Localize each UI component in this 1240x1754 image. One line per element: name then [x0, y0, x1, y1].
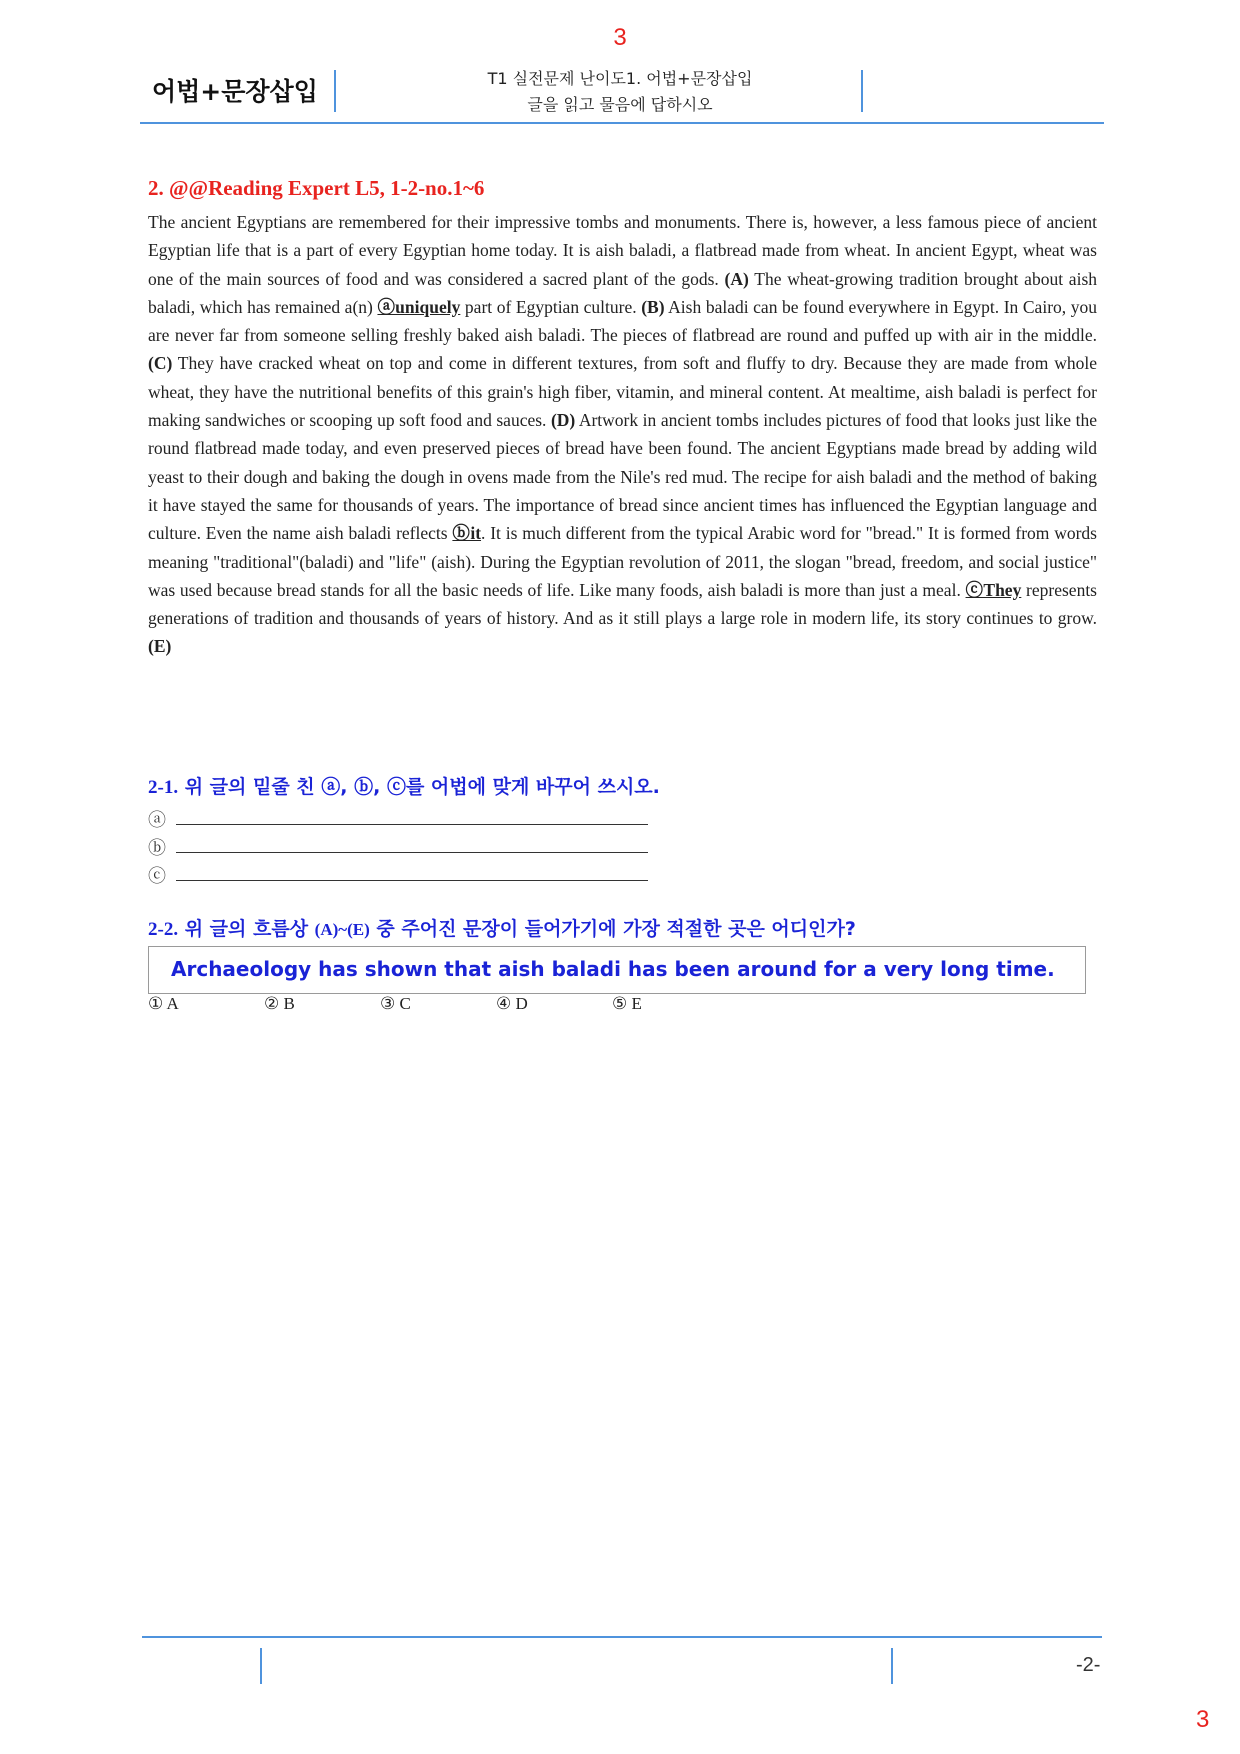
question-text: 위 글의 밑줄 친 ⓐ, ⓑ, ⓒ를 어법에 맞게 바꾸어 쓰시오.	[178, 776, 660, 798]
reading-passage	[148, 208, 1097, 661]
marker-b: (B)	[641, 296, 665, 317]
footer-page-number: -2-	[1076, 1654, 1101, 1676]
answer-line-a[interactable]	[148, 806, 166, 832]
passage-text: The ancient Egyptians are remembered for their impressive tombs and monuments. There is, however, a less famous piece of ancient Egyptian life that is a part of every Egyptian home today. It is aish baladi, a flatbread made from wheat. In ancient Egypt, wheat was one of the main sources of food and was considered a sacred plant of the gods.	[148, 212, 1097, 289]
answer-rule	[176, 852, 648, 853]
header-title: 어법+문장삽입	[152, 77, 318, 106]
footer-divider-left	[260, 1648, 262, 1684]
given-sentence-box	[148, 946, 1086, 994]
passage-text: The wheat-growing tradition brought about aish baladi, which has remained a(n)	[148, 268, 1097, 317]
underlined-a: ⓐuniquely	[377, 296, 461, 317]
bottom-page-number: 3	[1196, 1706, 1210, 1733]
footer-rule	[142, 1636, 1102, 1638]
header-rule	[140, 122, 1104, 124]
answer-rule	[176, 824, 648, 825]
header-subtitle-line2: 글을 읽고 물음에 답하시오	[527, 95, 713, 114]
given-sentence: Archaeology has shown that aish baladi has been around for a very long time.	[171, 957, 1055, 981]
marker-c: (C)	[148, 353, 173, 374]
passage-text: . It is much different from the typical Arabic word for "bread." It is formed from words meaning "traditional"(baladi) and "life" (aish). During the Egyptian revolution of 2011, the slogan "bread, freedom, and social justice" was used because bread stands for all the basic needs of life. Like many foods, aish baladi is more than just a meal.	[148, 523, 1097, 600]
option-3[interactable]: ③ C	[380, 994, 411, 1013]
answer-label: ⓑ	[148, 838, 166, 858]
answer-rule	[176, 880, 648, 881]
question-number: 2-1.	[148, 777, 179, 798]
option-4[interactable]: ④ D	[496, 994, 528, 1013]
marker-d: (D)	[550, 410, 576, 431]
question-text: 위 글의 흐름상	[178, 918, 315, 940]
passage-text: Artwork in ancient tombs includes pictures of food that looks just like the round flatbread made today, and even preserved pieces of bread have been found. The ancient Egyptians made bread by adding wild yeast to their dough and baking the dough in ovens made from the Nile's red mud. The recipe for aish baladi and the method of baking it have stayed the same for thousands of years. The importance of bread since ancient times has influenced the Egyptian language and culture. Even the name aish baladi reflects	[148, 410, 1097, 544]
option-1[interactable]: ① A	[148, 994, 179, 1013]
top-page-number: 3	[613, 24, 627, 51]
passage-text: represents generations of tradition and thousands of years of history. And as it still plays a large role in modern life, its story continues to grow.	[148, 579, 1097, 629]
option-5[interactable]: ⑤ E	[612, 994, 642, 1013]
question-text: 중 주어진 문장이 들어가기에 가장 적절한 곳은 어디인가?	[369, 918, 856, 940]
underlined-c: ⓒThey	[965, 579, 1022, 600]
passage-text: part of Egyptian culture.	[460, 296, 642, 317]
header-subtitle-line1: T1 실전문제 난이도1. 어법+문장삽입	[487, 69, 753, 88]
answer-label: ⓒ	[148, 866, 166, 886]
question-2-1	[148, 772, 660, 799]
passage-text: They have cracked wheat on top and come in different textures, from soft and fluffy to dry. Because they are made from whole wheat, they have the nutritional benefits of this grain's high fiber, vitamin, and mineral content. At mealtime, aish baladi is perfect for making sandwiches or scooping up soft food and sauces.	[148, 353, 1097, 431]
section-heading: 2. @@Reading Expert L5, 1-2-no.1~6	[148, 176, 485, 200]
question-2-2	[148, 914, 856, 941]
answer-label: ⓐ	[148, 810, 166, 830]
footer-divider-right	[891, 1648, 893, 1684]
passage-text: Aish baladi can be found everywhere in Egypt. In Cairo, you are never far from someone selling freshly baked aish baladi. The pieces of flatbread are round and puffed up with air in the middle.	[148, 296, 1097, 346]
answer-line-c[interactable]	[148, 862, 166, 888]
header-divider-left	[334, 70, 336, 112]
marker-e: (E)	[148, 636, 172, 657]
answer-line-b[interactable]	[148, 834, 166, 860]
option-2[interactable]: ② B	[264, 994, 295, 1013]
underlined-b: ⓑit	[452, 523, 482, 544]
header-divider-right	[861, 70, 863, 112]
marker-a: (A)	[724, 268, 749, 289]
question-number: 2-2.	[148, 919, 179, 940]
question-range: (A)~(E)	[314, 920, 370, 939]
header-subtitle	[420, 66, 820, 118]
